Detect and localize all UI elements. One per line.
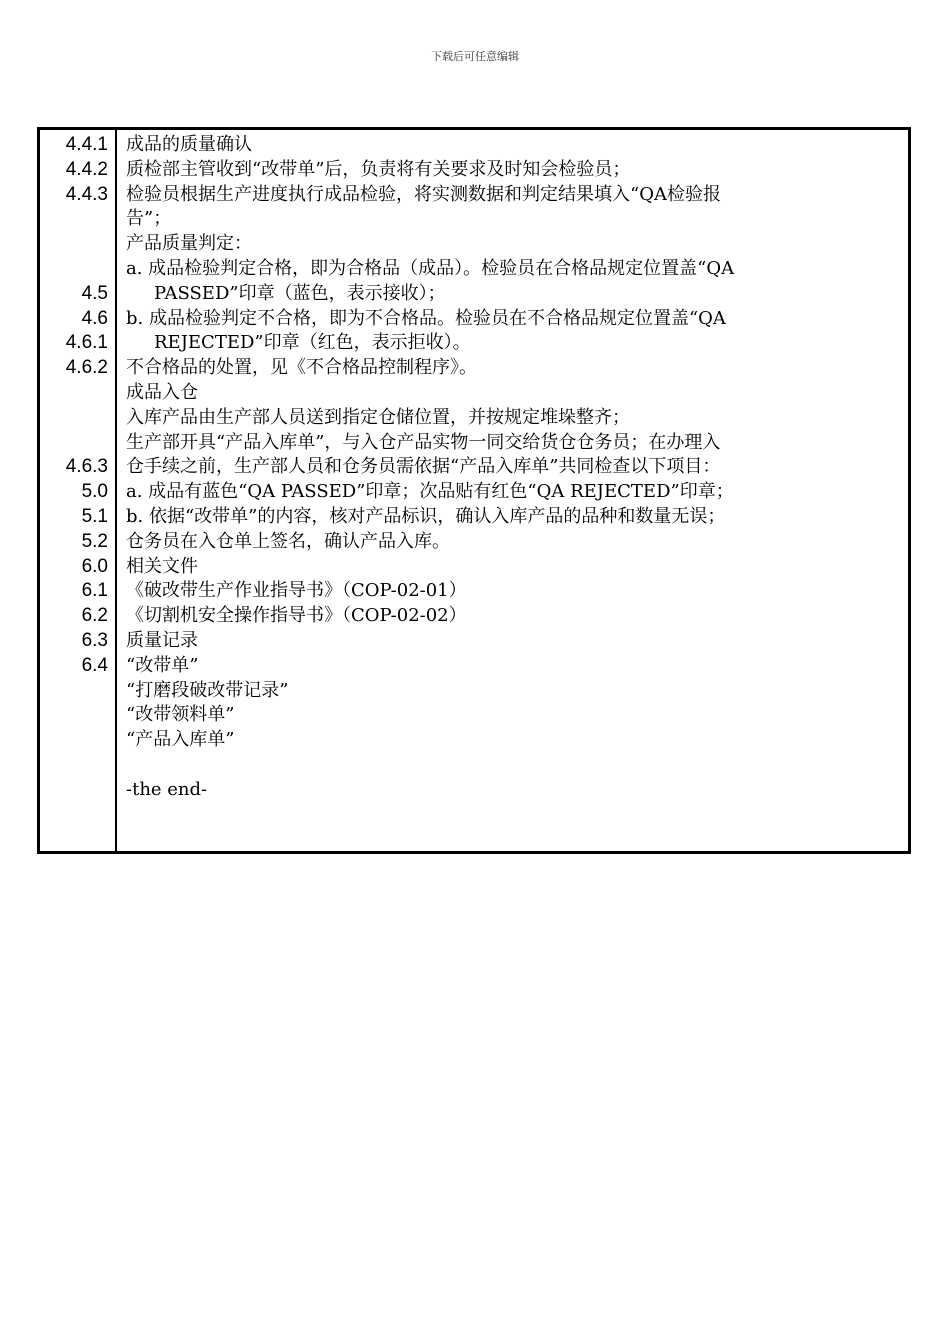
section-number: 4.6.3 bbox=[65, 456, 108, 478]
header-note: 下载后可任意编辑 bbox=[431, 50, 519, 63]
content-line: PASSED”印章（蓝色，表示接收）； bbox=[154, 282, 446, 304]
content-line: “改带单” bbox=[126, 654, 199, 676]
content-line: 检验员根据生产进度执行成品检验，将实测数据和判定结果填入“QA检验报 bbox=[126, 183, 721, 205]
content-line: “打磨段破改带记录” bbox=[126, 679, 289, 701]
section-number: 5.0 bbox=[81, 481, 108, 503]
section-number: 4.6.2 bbox=[65, 357, 108, 379]
section-number bbox=[40, 207, 108, 232]
content-line: REJECTED”印章（红色，表示拒收）。 bbox=[154, 332, 471, 354]
section-number: 4.4.2 bbox=[65, 158, 108, 180]
section-number: 4.6 bbox=[81, 307, 108, 329]
section-number: 4.4.3 bbox=[65, 183, 108, 205]
content-line: 《破改带生产作业指导书》（COP-02-01） bbox=[126, 580, 467, 602]
content-line: 产品质量判定： bbox=[126, 233, 252, 255]
section-number: 6.2 bbox=[81, 605, 108, 627]
content-column bbox=[117, 130, 908, 851]
content-line: 不合格品的处置，见《不合格品控制程序》。 bbox=[126, 357, 477, 379]
content-line: b. 依据“改带单”的内容，核对产品标识，确认入库产品的品种和数量无误； bbox=[126, 505, 726, 527]
content-line: 成品的质量确认 bbox=[126, 134, 252, 155]
section-number: 5.1 bbox=[81, 505, 108, 527]
content-line: a. 成品检验判定合格，即为合格品（成品）。检验员在合格品规定位置盖“QA bbox=[126, 257, 735, 279]
content-line: 相关文件 bbox=[126, 555, 198, 577]
content-line: 质检部主管收到“改带单”后，负责将有关要求及时知会检验员； bbox=[126, 158, 631, 180]
section-number: 6.4 bbox=[81, 654, 108, 676]
section-number bbox=[40, 406, 108, 431]
section-number: 4.5 bbox=[81, 282, 108, 304]
end-marker: -the end- bbox=[126, 778, 208, 800]
section-number bbox=[40, 381, 108, 406]
section-number: 4.6.1 bbox=[65, 332, 108, 354]
section-number: 6.3 bbox=[81, 629, 108, 651]
content-line bbox=[126, 753, 900, 778]
content-line: b. 成品检验判定不合格，即为不合格品。检验员在不合格品规定位置盖“QA bbox=[126, 307, 726, 329]
section-number bbox=[40, 431, 108, 456]
content-line: 仓务员在入仓单上签名，确认产品入库。 bbox=[126, 530, 450, 552]
content-line: “产品入库单” bbox=[126, 729, 235, 751]
content-line: a. 成品有蓝色“QA PASSED”印章；次品贴有红色“QA REJECTED”印章； bbox=[126, 481, 734, 503]
section-number-column bbox=[40, 130, 117, 851]
content-line: 成品入仓 bbox=[126, 381, 198, 403]
section-number: 6.0 bbox=[81, 555, 108, 577]
content-line: 入库产品由生产部人员送到指定仓储位置，并按规定堆垛整齐； bbox=[126, 406, 630, 428]
document-table bbox=[37, 127, 911, 854]
content-line: “改带领料单” bbox=[126, 704, 235, 726]
section-number bbox=[40, 232, 108, 257]
section-number: 4.4.1 bbox=[65, 134, 108, 155]
section-number bbox=[40, 257, 108, 282]
content-line: 生产部开具“产品入库单”，与入仓产品实物一同交给货仓仓务员；在办理入 bbox=[126, 431, 721, 453]
content-line: 仓手续之前，生产部人员和仓务员需依据“产品入库单”共同检查以下项目： bbox=[126, 456, 721, 478]
content-line: 告”； bbox=[126, 208, 172, 230]
content-line: 质量记录 bbox=[126, 629, 198, 651]
section-number: 5.2 bbox=[81, 530, 108, 552]
section-number: 6.1 bbox=[81, 580, 108, 602]
content-line: 《切割机安全操作指导书》（COP-02-02） bbox=[126, 605, 467, 627]
